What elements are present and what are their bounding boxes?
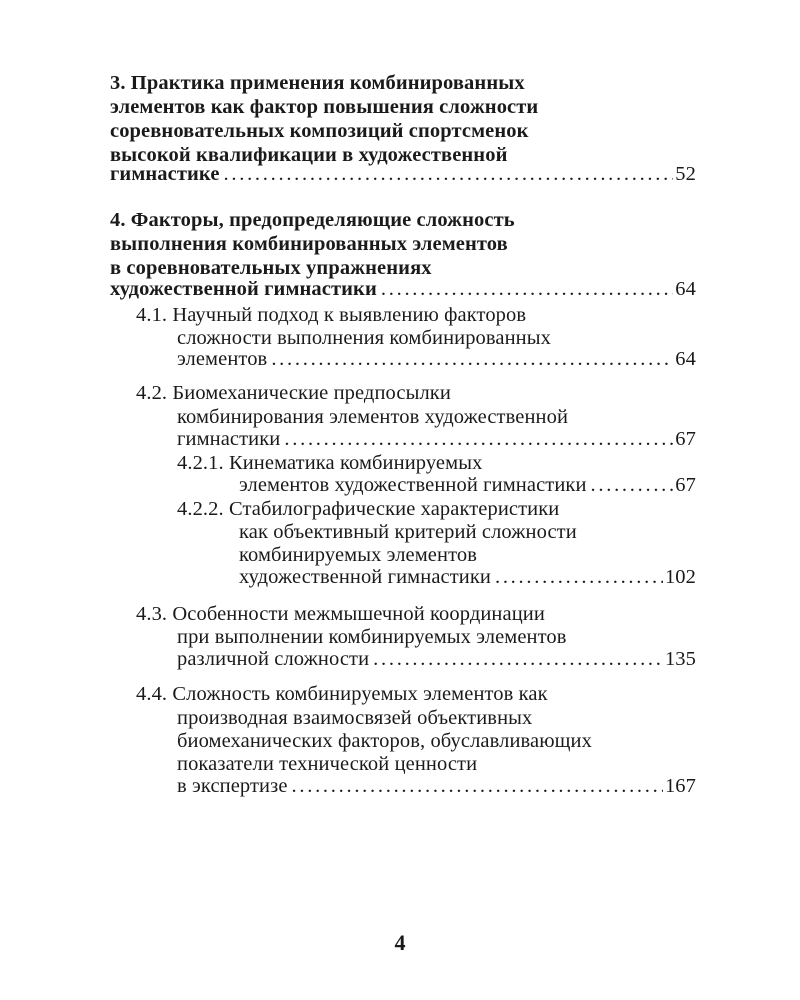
toc-line: элементов [177, 348, 268, 370]
page-number: 4 [394, 930, 406, 955]
page-ref: 67 [675, 428, 696, 450]
toc-line: высокой квалификации в художественной [110, 144, 508, 166]
toc-line: 3. Практика применения комбинированных [110, 72, 525, 94]
toc-line: элементов художественной гимнастики [239, 474, 587, 496]
toc-line: элементов как фактор повышения сложности [110, 96, 539, 118]
page-ref: 167 [664, 775, 696, 797]
page-ref: 64 [675, 348, 696, 370]
toc-line: различной сложности [177, 648, 370, 670]
toc-line: гимнастики [177, 428, 281, 450]
leader-dots [224, 163, 674, 186]
toc-last-line [177, 348, 696, 371]
toc-line: при выполнении комбинируемых элементов [177, 626, 567, 648]
toc-last-line [177, 428, 696, 451]
toc-line: 4.4. Сложность комбинируемых элементов как [136, 683, 548, 705]
toc-line: 4.2.1. Кинематика комбинируемых [177, 452, 483, 474]
toc-line: как объективный критерий сложности [239, 521, 577, 543]
toc-line: 4.1. Научный подход к выявлению факторов [136, 304, 527, 326]
page-ref: 64 [675, 278, 696, 300]
page-ref: 67 [675, 474, 696, 496]
toc-line: в соревновательных упражнениях [110, 257, 432, 279]
toc-line: соревновательных композиций спортсменок [110, 120, 529, 142]
toc-line: показатели технической ценности [177, 753, 478, 775]
toc-line: 4.2.2. Стабилографические характеристики [177, 498, 560, 520]
leader-dots [373, 648, 663, 671]
toc-line: художественной гимнастики [110, 278, 377, 300]
toc-line: 4. Факторы, предопределяющие сложность [110, 209, 515, 231]
leader-dots [495, 566, 663, 589]
leader-dots [284, 428, 673, 451]
toc-line: выполнения комбинированных элементов [110, 233, 508, 255]
toc-last-line [110, 278, 696, 301]
toc-line: художественной гимнастики [239, 566, 491, 588]
toc-line: комбинирования элементов художественной [177, 406, 569, 428]
toc-line: гимнастике [110, 163, 220, 185]
page-ref: 102 [664, 566, 696, 588]
page-ref: 135 [664, 648, 696, 670]
toc-last-line [177, 648, 696, 671]
toc-last-line [239, 566, 696, 589]
leader-dots [381, 278, 673, 301]
toc-line: 4.2. Биомеханические предпосылки [136, 382, 451, 404]
leader-dots [292, 775, 663, 798]
toc-line: производная взаимосвязей объективных [177, 707, 533, 729]
toc-line: в экспертизе [177, 775, 288, 797]
toc-last-line [177, 775, 696, 798]
leader-dots [591, 474, 674, 497]
toc-last-line [110, 163, 696, 186]
toc-line: комбинируемых элементов [239, 544, 477, 566]
toc-line: сложности выполнения комбинированных [177, 327, 551, 349]
toc-last-line [239, 474, 696, 497]
toc-line: биомеханических факторов, обуславливающих [177, 730, 592, 752]
page-ref: 52 [675, 163, 696, 185]
toc-line: 4.3. Особенности межмышечной координации [136, 603, 545, 625]
leader-dots [271, 348, 673, 371]
